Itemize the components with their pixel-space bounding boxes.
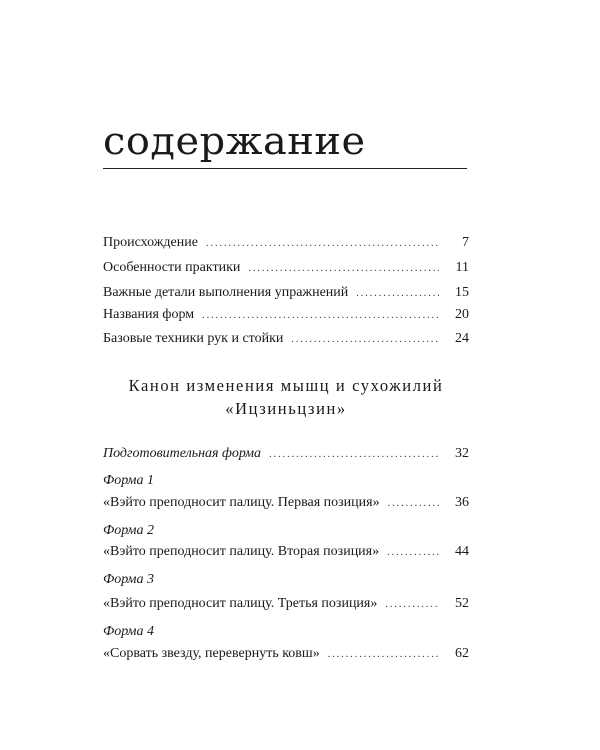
dot-leader — [269, 445, 439, 465]
toc-entry-label: Подготовительная форма — [103, 446, 262, 461]
toc-entry-form[interactable] — [103, 594, 469, 614]
toc-entry-page: 36 — [455, 495, 469, 510]
toc-entry-page: 32 — [455, 446, 469, 461]
toc-entry-form[interactable] — [103, 493, 469, 513]
form-label: Форма 2 — [103, 523, 154, 538]
dot-leader — [385, 595, 439, 615]
toc-entry-page: 20 — [455, 307, 469, 322]
toc-entry-page: 24 — [455, 331, 469, 346]
toc-entry-page: 15 — [455, 285, 469, 300]
toc-entry[interactable] — [103, 283, 469, 303]
section-heading-line-1: Канон изменения мышц и сухожилий — [128, 376, 444, 395]
toc-entry-label: «Сорвать звезду, перевернуть ковш» — [103, 646, 320, 661]
toc-entry-label: Базовые техники рук и стойки — [103, 331, 284, 346]
toc-entry-label: Названия форм — [103, 307, 195, 322]
toc-entry-label: Важные детали выполнения упражнений — [103, 285, 349, 300]
toc-entry[interactable] — [103, 258, 469, 278]
toc-entry-prep-form[interactable] — [103, 444, 469, 464]
toc-entry-label: «Вэйто преподносит палицу. Вторая позиция» — [103, 544, 380, 559]
dot-leader — [248, 259, 439, 279]
toc-entry-page: 11 — [455, 260, 469, 275]
toc-entry-page: 44 — [455, 544, 469, 559]
dot-leader — [291, 330, 439, 350]
dot-leader — [202, 306, 439, 326]
dot-leader — [388, 494, 439, 514]
section-heading — [103, 374, 469, 420]
dot-leader — [387, 543, 439, 563]
toc-entry[interactable] — [103, 305, 469, 325]
toc-entry-label: «Вэйто преподносит палицу. Первая позиция» — [103, 495, 380, 510]
title-divider — [103, 168, 467, 169]
dot-leader — [356, 284, 439, 304]
toc-entry-form[interactable] — [103, 542, 469, 562]
toc-entry-label: Происхождение — [103, 235, 198, 250]
form-label: Форма 4 — [103, 624, 154, 639]
toc-entry-page: 62 — [455, 646, 469, 661]
toc-entry-label: «Вэйто преподносит палицу. Третья позиция» — [103, 596, 378, 611]
page-title: содержание — [103, 119, 366, 163]
toc-entry-label: Особенности практики — [103, 260, 241, 275]
dot-leader — [206, 234, 439, 254]
dot-leader — [328, 645, 439, 665]
form-label: Форма 1 — [103, 473, 154, 488]
toc-entry[interactable] — [103, 233, 469, 253]
toc-entry-form[interactable] — [103, 644, 469, 664]
form-label: Форма 3 — [103, 572, 154, 587]
section-heading-line-2: «Ицзиньцзин» — [225, 399, 347, 418]
toc-entry-page: 52 — [455, 596, 469, 611]
toc-entry-page: 7 — [462, 235, 469, 250]
toc-entry[interactable] — [103, 329, 469, 349]
